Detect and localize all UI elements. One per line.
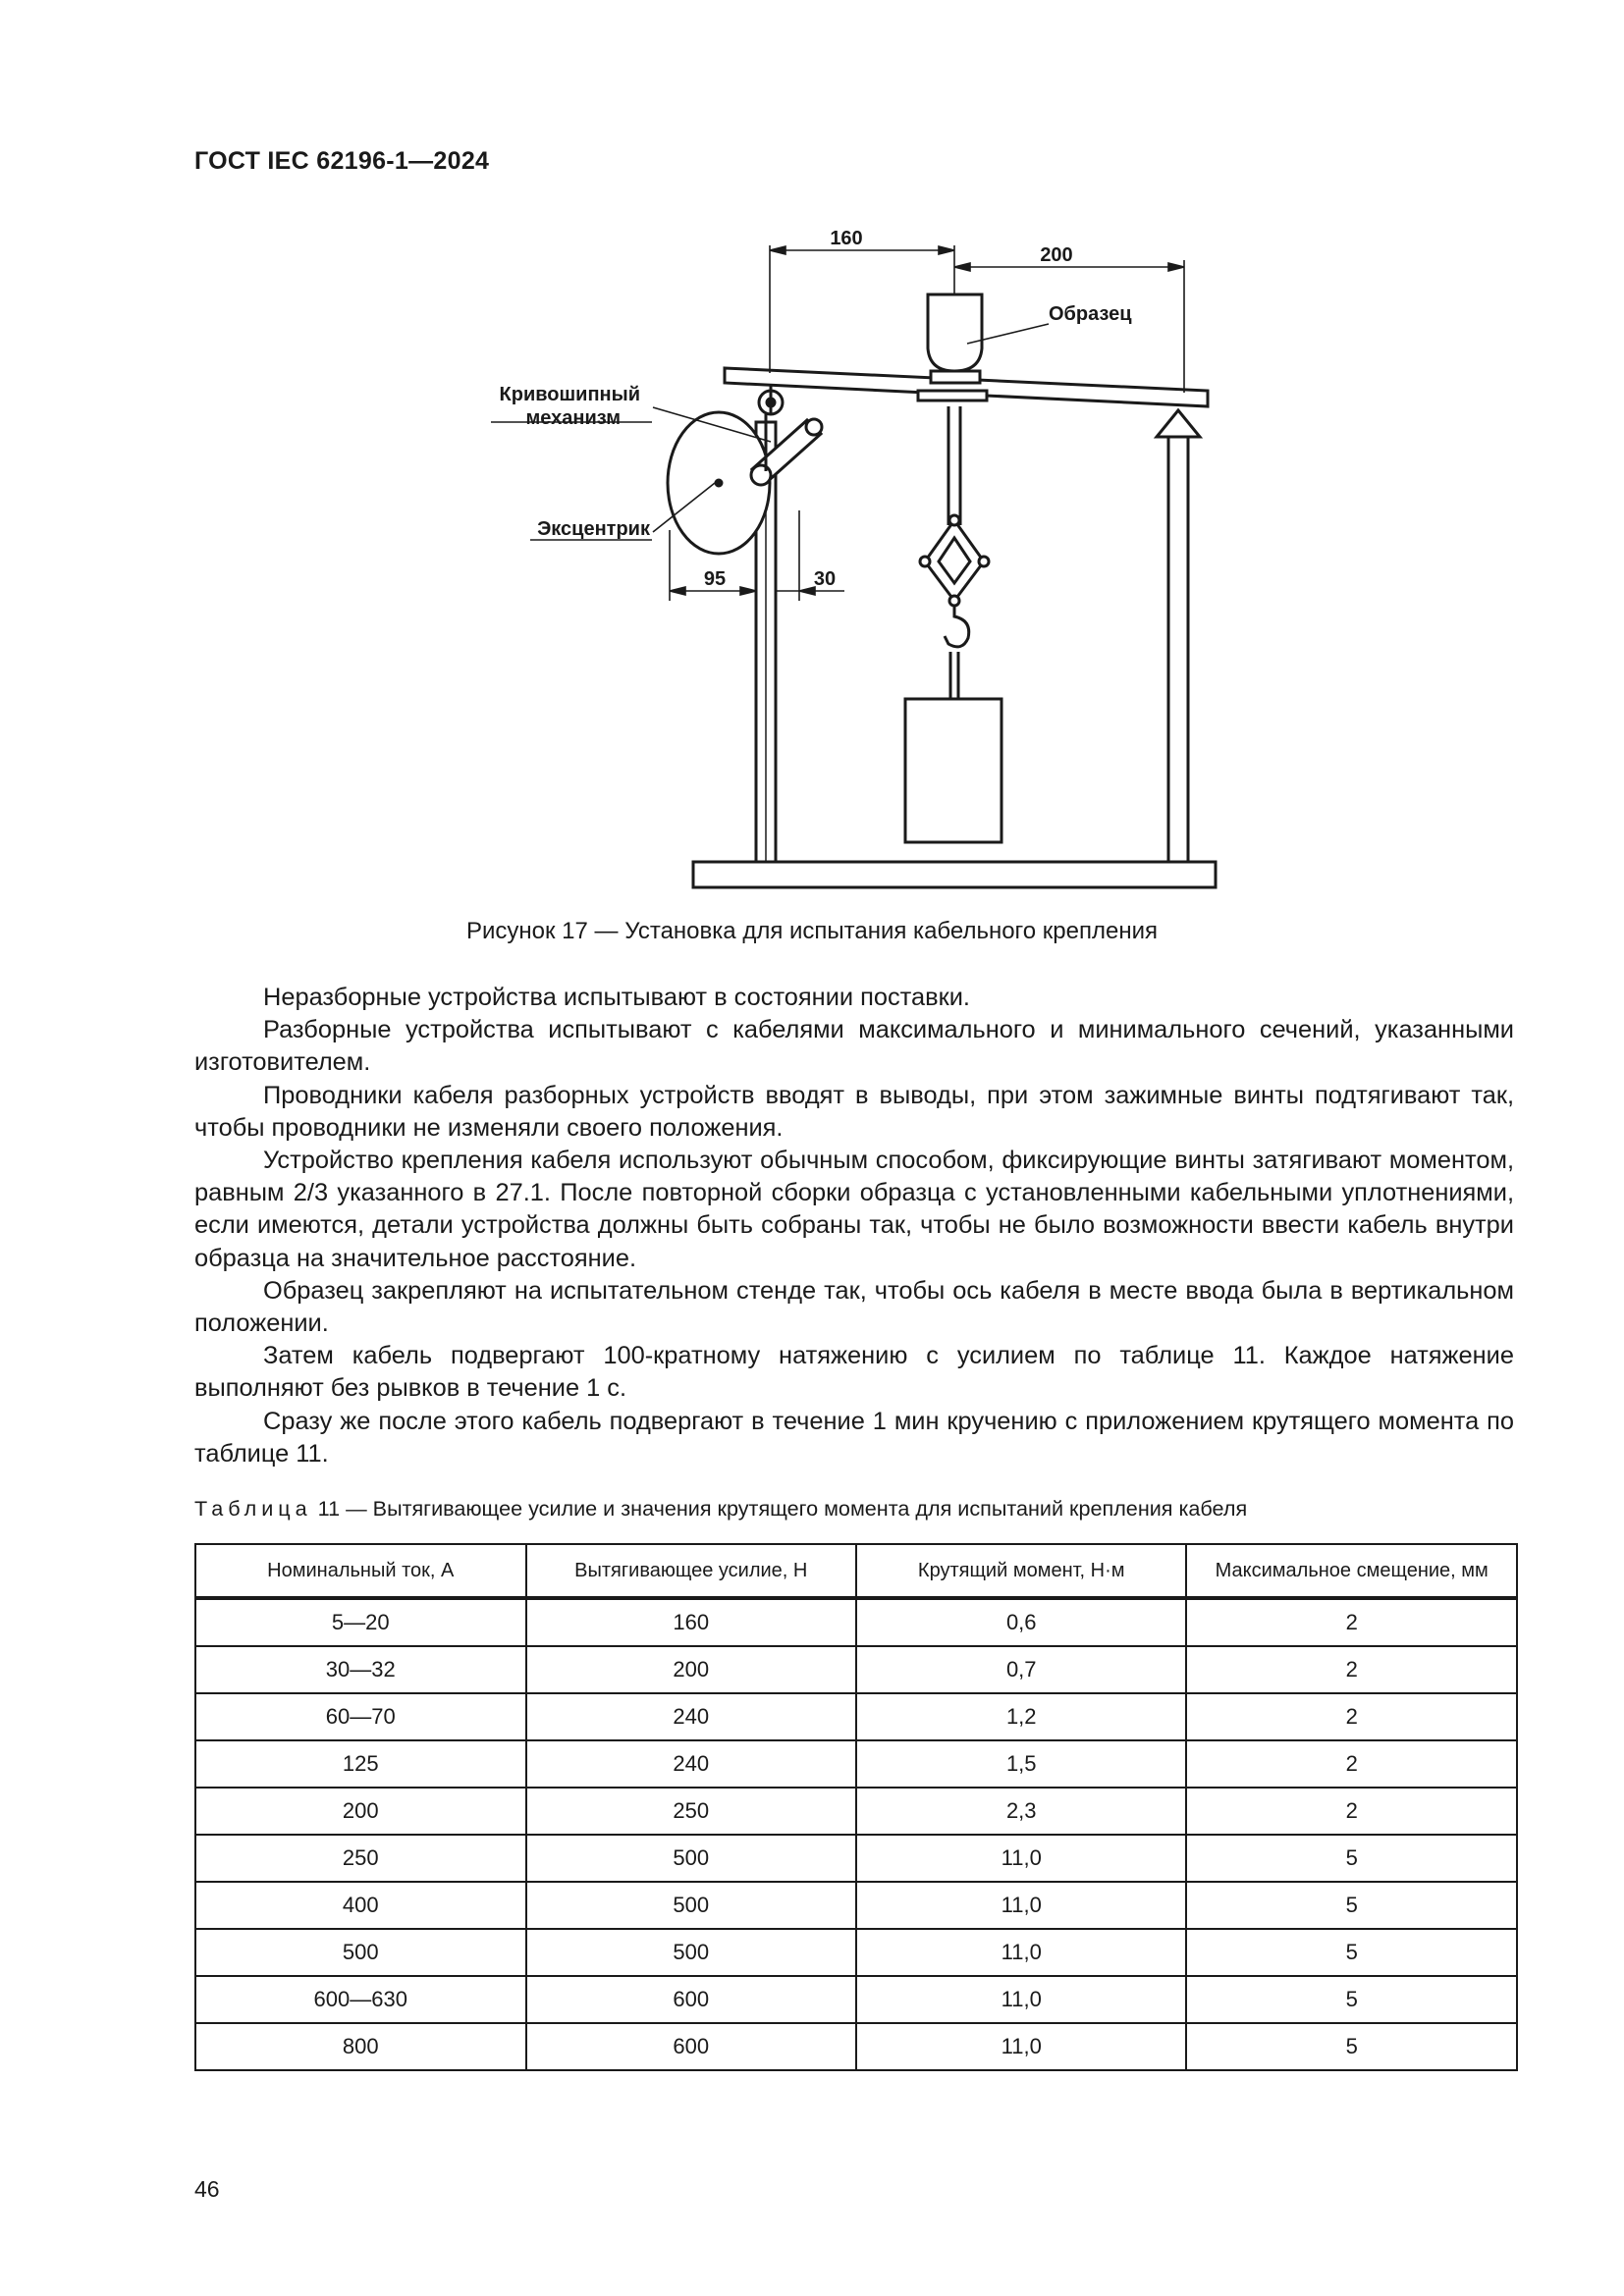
pull-torque-table [194,1543,1518,2071]
sample-label: Образец [1049,303,1132,325]
crank-label-line1: Кривошипный [499,384,640,405]
dim-95-label: 95 [703,568,727,590]
cell-force: 600 [526,1976,857,2023]
cell-current: 125 [195,1740,526,1788]
hook [945,607,969,647]
cell-torque: 2,3 [856,1788,1186,1835]
cell-torque: 11,0 [856,1929,1186,1976]
cell-current: 800 [195,2023,526,2070]
cell-current: 500 [195,1929,526,1976]
table-title [194,1496,1247,1522]
paragraph: Неразборные устройства испытывают в состоянии поставки. [263,984,970,1011]
eccentric-label: Эксцентрик [537,518,650,540]
dim-30-label: 30 [813,568,837,590]
table-row [195,1835,1517,1882]
cell-torque: 0,7 [856,1646,1186,1693]
cell-displacement: 2 [1186,1598,1517,1646]
table-row [195,2023,1517,2070]
table-row [195,1740,1517,1788]
table-row [195,1693,1517,1740]
cell-force: 500 [526,1835,857,1882]
cell-current: 400 [195,1882,526,1929]
dim-160-label: 160 [830,228,863,249]
dim-200-label: 200 [1040,244,1073,266]
cell-displacement: 2 [1186,1646,1517,1693]
cell-displacement: 2 [1186,1693,1517,1740]
cell-force: 240 [526,1740,857,1788]
body-text [194,982,1514,1470]
cell-force: 500 [526,1882,857,1929]
cell-current: 200 [195,1788,526,1835]
header-torque: Крутящий момент, Н·м [856,1544,1186,1598]
document-header: ГОСТ IEC 62196-1—2024 [194,147,490,175]
cell-current: 600—630 [195,1976,526,2023]
table-row [195,1598,1517,1646]
cell-displacement: 5 [1186,1929,1517,1976]
cell-displacement: 5 [1186,2023,1517,2070]
cell-torque: 11,0 [856,2023,1186,2070]
header-pull-force: Вытягивающее усилие, Н [526,1544,857,1598]
table-row [195,1929,1517,1976]
paragraph: Устройство крепления кабеля используют обычным способом, фиксирующие винты затягивают моментом, равным 2/3 указанного в 27.1. После повторной сборки образца с установленными кабельными уплотнениями, если имеются, детали устройства должны быть собраны так, чтобы не было возможности ввести кабель внутри образца на значительное расстояние. [194,1147,1514,1272]
test-setup-figure [0,0,1624,913]
paragraph: Проводники кабеля разборных устройств вводят в выводы, при этом зажимные винты подтягивают так, чтобы проводники не изменяли своего положения. [194,1081,1514,1142]
pivot-triangle [1157,410,1200,437]
table-row [195,1788,1517,1835]
table-row [195,1882,1517,1929]
cell-torque: 11,0 [856,1835,1186,1882]
cell-torque: 11,0 [856,1976,1186,2023]
cell-current: 30—32 [195,1646,526,1693]
right-post [1168,437,1188,862]
cell-displacement: 5 [1186,1976,1517,2023]
paragraph: Сразу же после этого кабель подвергают в течение 1 мин кручению с приложением крутящего момента по таблице 11. [194,1407,1514,1468]
sample-body [928,294,982,371]
paragraph: Образец закрепляют на испытательном стенде так, чтобы ось кабеля в месте ввода была в вертикальном положении. [194,1276,1514,1338]
table-header-row [195,1544,1517,1598]
cell-displacement: 2 [1186,1788,1517,1835]
cell-force: 600 [526,2023,857,2070]
cell-torque: 1,5 [856,1740,1186,1788]
table-row [195,1976,1517,2023]
cell-displacement: 5 [1186,1882,1517,1929]
table-title-text: 11 — Вытягивающее усилие и значения крутящего момента для испытаний крепления кабеля [317,1496,1248,1521]
cell-torque: 1,2 [856,1693,1186,1740]
cell-current: 5—20 [195,1598,526,1646]
header-max-displacement: Максимальное смещение, мм [1186,1544,1517,1598]
cell-torque: 11,0 [856,1882,1186,1929]
paragraph: Разборные устройства испытывают с кабелями максимального и минимального сечений, указанными изготовителем. [194,1016,1514,1077]
table-row [195,1646,1517,1693]
page-number: 46 [194,2176,220,2202]
cell-current: 60—70 [195,1693,526,1740]
cell-force: 200 [526,1646,857,1693]
cell-torque: 0,6 [856,1598,1186,1646]
cell-displacement: 5 [1186,1835,1517,1882]
header-rated-current: Номинальный ток, А [195,1544,526,1598]
cell-current: 250 [195,1835,526,1882]
table-title-word: Таблица [194,1496,312,1521]
crank-label-line2: механизм [525,407,621,429]
cell-force: 160 [526,1598,857,1646]
figure-caption: Рисунок 17 — Установка для испытания кабельного крепления [466,918,1158,944]
cell-force: 500 [526,1929,857,1976]
weight-block [905,699,1001,842]
paragraph: Затем кабель подвергают 100-кратному натяжению с усилием по таблице 11. Каждое натяжение выполняют без рывков в течение 1 с. [194,1342,1514,1403]
base-plate [693,862,1216,887]
cell-displacement: 2 [1186,1740,1517,1788]
cell-force: 250 [526,1788,857,1835]
cell-force: 240 [526,1693,857,1740]
